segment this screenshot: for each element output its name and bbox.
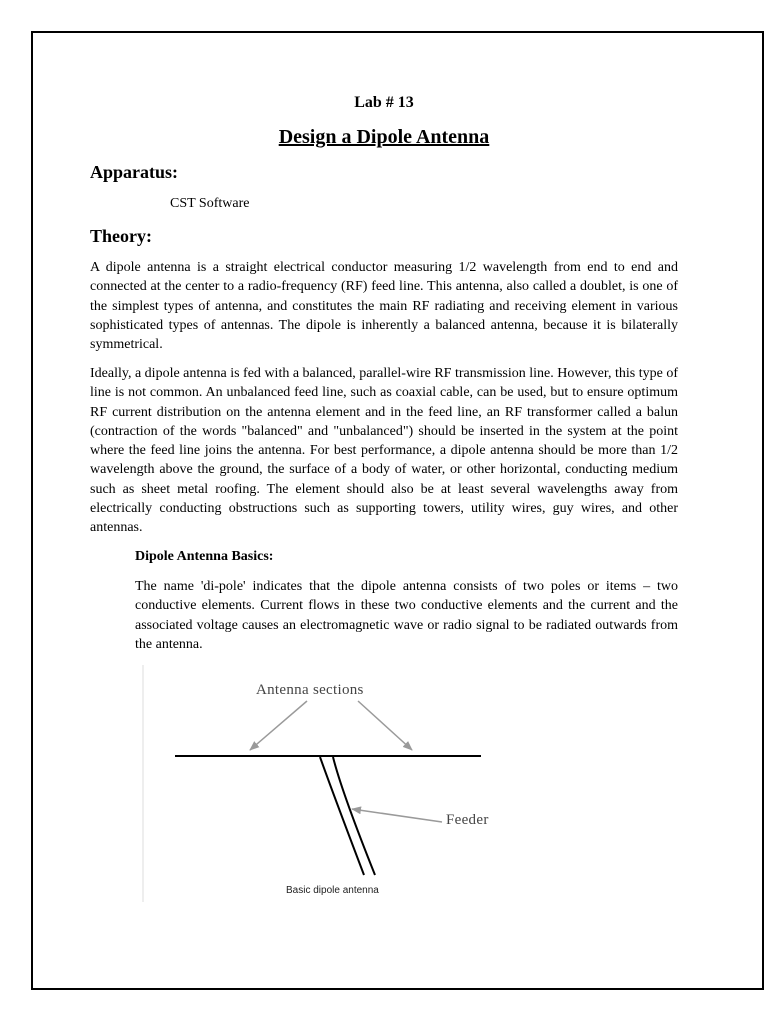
arrow-right-section bbox=[358, 701, 412, 750]
document-title: Design a Dipole Antenna bbox=[278, 126, 490, 148]
antenna-sections-label: Antenna sections bbox=[256, 682, 364, 698]
feeder-line-left bbox=[320, 757, 364, 875]
basics-heading: Dipole Antenna Basics: bbox=[135, 549, 274, 564]
arrow-feeder bbox=[352, 809, 442, 822]
lab-number: Lab # 13 bbox=[354, 94, 414, 111]
feeder-line-right bbox=[333, 757, 375, 875]
basics-paragraph: The name 'di-pole' indicates that the dipole antenna consists of two poles or items – two conductive elements. Current flows in these two conductive elements and the current and the associated voltage causes an electromagnetic wave or radio signal to be radiated outwards from the antenna. bbox=[135, 579, 678, 652]
arrow-left-section bbox=[250, 701, 307, 750]
figure-caption: Basic dipole antenna bbox=[286, 885, 379, 896]
theory-heading: Theory: bbox=[90, 226, 152, 246]
theory-paragraph-1: A dipole antenna is a straight electrical conductor measuring 1/2 wavelength from end to end and connected at the center to a radio-frequency (RF) feed line. This antenna, also called a doublet, is one of the simplest types of antenna, and constitutes the main RF radiating and receiving element in various sophisticated types of antennas. The dipole is inherently a balanced antenna, because it is bilaterally symmetrical. bbox=[90, 260, 678, 353]
apparatus-heading: Apparatus: bbox=[90, 162, 179, 182]
theory-paragraph-2: Ideally, a dipole antenna is fed with a balanced, parallel-wire RF transmission line. However, this type of line is not common. An unbalanced feed line, such as coaxial cable, can be used, but to ensure optimum RF current distribution on the antenna element and in the feed line, an RF transformer called a balun (contraction of the words "balanced" and "unbalanced") should be inserted in the system at the point where the feed line joins the antenna. For best performance, a dipole antenna should be more than 1/2 wavelength above the ground, the surface of a body of water, or other horizontal, conducting medium such as sheet metal roofing. The element should also be at least several wavelengths away from electrically conducting obstructions such as supporting towers, utility wires, guy wires, and other antennas. bbox=[90, 366, 678, 536]
feeder-label: Feeder bbox=[446, 812, 489, 828]
dipole-antenna-figure bbox=[140, 660, 540, 905]
apparatus-item: CST Software bbox=[170, 196, 250, 211]
